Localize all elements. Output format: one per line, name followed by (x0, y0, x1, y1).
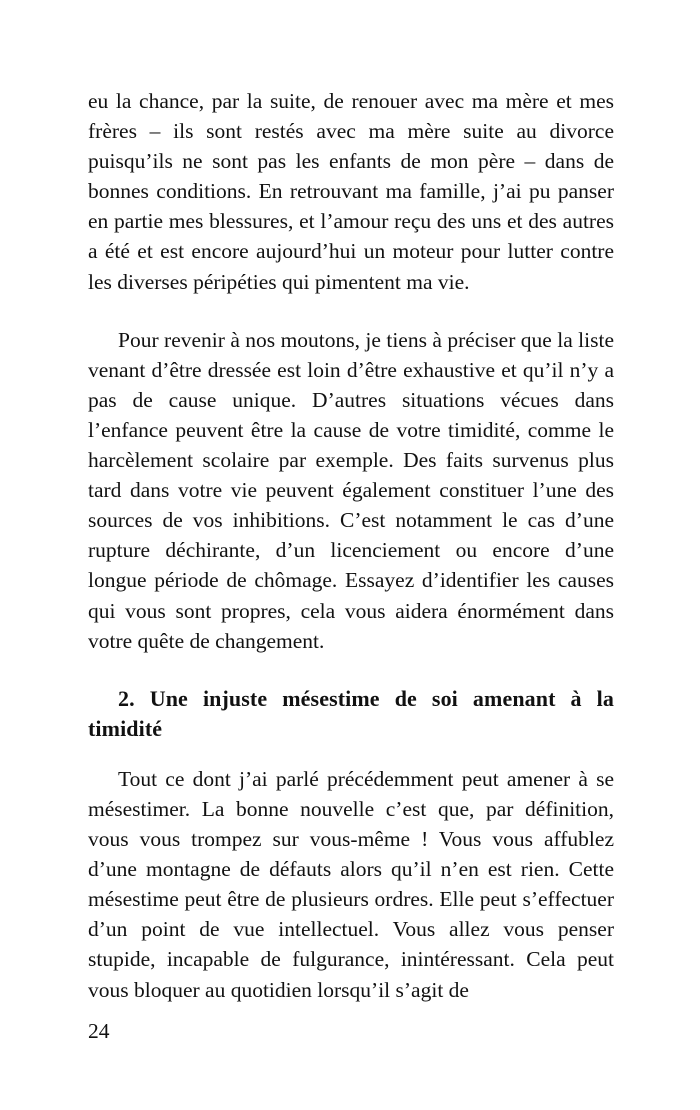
section-heading: 2. Une injuste mésestime de soi amenant à la timidité (88, 685, 614, 741)
page-number: 24 (88, 1019, 110, 1043)
page-body (88, 86, 614, 1005)
paragraph-continuation: eu la chance, par la suite, de renouer avec ma mère et mes frères – ils sont restés avec ma mère suite au divorce puisqu’ils ne sont pas les enfants de mon père – dans de bonnes conditions. En retrouvant ma famille, j’ai pu panser en partie mes blessures, et l’amour reçu des uns et des autres a été et est encore aujourd’hui un moteur pour lutter contre les diverses péripéties qui pimentent ma vie. (88, 89, 614, 294)
paragraph-causes: Pour revenir à nos moutons, je tiens à préciser que la liste venant d’être dressée est loin d’être exhaustive et qu’il n’y a pas de cause unique. D’autres situations vécues dans l’enfance peuvent être la cause de votre timidité, comme le harcèlement scolaire par exemple. Des faits survenus plus tard dans votre vie peuvent également constituer l’une des sources de vos inhibitions. C’est notamment le cas d’une rupture déchirante, d’un licenciement ou encore d’une longue période de chômage. Essayez d’identifier les causes qui vous sont propres, cela vous aidera énormément dans votre quête de changement. (88, 327, 614, 653)
paragraph-mesestime: Tout ce dont j’ai parlé précédemment peut amener à se mésestimer. La bonne nouvelle c’est que, par définition, vous vous trompez sur vous-même ! Vous vous affublez d’une montagne de défauts alors qu’il n’en est rien. Cette mésestime peut être de plusieurs ordres. Elle peut s’effectuer d’un point de vue intellectuel. Vous allez vous penser stupide, incapable de fulgurance, inintéressant. Cela peut vous bloquer au quotidien lorsqu’il s’agit de (88, 766, 614, 1002)
